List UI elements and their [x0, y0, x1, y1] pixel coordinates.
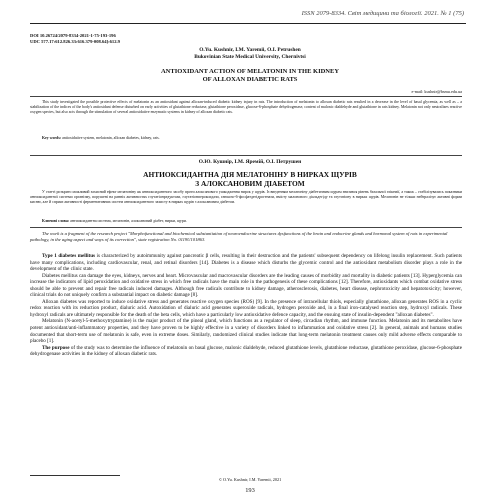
authors-block-en — [0, 47, 500, 61]
abstract-en: This study investigated the possible protective effects of melatonin as an antioxidant against alloxan-induced diabetic kidney injury in rats. The introduction of melatonin to alloxan diabetic rats resulted in a decrease in the level of basal glycemia, as well as – a stabilization of the indices of the body's antioxidant defense disturbed on early activities of glutathione reductase, glutathione peroxidase, glucose-6-phosphate dehydrogenase, content of malonic dialdehyde and glutathione in rats kidney. Melatonin not only neutralizes reactive oxygen species, but also acts through the stimulation of several antioxidative enzymatic systems in kidney of alloxan diabetic rats. — [30, 100, 462, 114]
keywords-ua — [30, 219, 462, 224]
keywords-en — [30, 136, 462, 141]
paragraph-1-text: is characterized by autoimmunity against pancreatic β cells, resulting in their destruction and the patients' subsequent dependency on lifelong insulin replacement. Such patients have many complications, including cardiovascular, renal, and retinal disorders [14]. Diabetes is a disease which disturbs the glycemic control and the antioxidant metabolism disorder plays a role in the development of the clinic state. — [30, 253, 462, 273]
keywords-ua-label: Ключові слова: — [42, 219, 70, 223]
udc-line: UDC 577.17:612.826.33:616.379-008.64]:612.9 — [30, 39, 120, 45]
keywords-en-text: antioxidative system, melatonin, alloxan diabetes, kidney, rats. — [62, 136, 160, 140]
journal-header: ISSN 2079-8334. Світ медицини та біології. 2021. № 1 (75) — [301, 10, 464, 17]
abstract-divider-bottom — [30, 227, 462, 228]
page-number: 193 — [245, 487, 255, 494]
paragraph-1-lead: Type 1 diabetes mellitus — [42, 253, 96, 259]
author-names-en: O.Yu. Kushnir, I.M. Yaremii, O.I. Petrushen — [199, 47, 301, 53]
footer-rule — [30, 475, 120, 476]
author-affiliation-en: Bukovinian State Medical University, Chernivtsi — [194, 54, 306, 61]
doi-line: DOI 10.26724/2079-8334-2021-1-75-193-196 — [30, 33, 116, 38]
paragraph-5-text: of the study was to determine the influence of melatonin on basal glucose, malonic dialdehyde, reduced glutathione levels, glutathione reductase, glutathione peroxidase, glucose-6-phosphate dehydrogenase activities in the kidney of alloxan diabetic rats. — [30, 344, 462, 358]
article-body — [30, 253, 462, 358]
body-paragraph-2: Diabetes mellitus can damage the eyes, kidneys, nerves and heart. Microvascular and macrovascular disorders are the leading causes of morbidity and mortality in diabetic patients [13]. Hyperglycemia can increase the indicators of lipid peroxidation and oxidative stress in which free radicals have the main role in the pathogenesis of these complications [12]. Therefore, antioxidants which combat oxidative stress should be able to prevent and repair free radicals induced damages. Although free radicals contribute to kidney damage, atherosclerosis, diabetes, heart disease, nephrotoxicity and hepatotoxicity; however, clinical trials do not uniquely confirm a substantial impact on diabetic damage [8]. — [30, 272, 462, 299]
copyright-notice: © O.Yu. Kushnir, I.M. Yaremii, 2021 — [218, 477, 282, 482]
title-ua-line-1: АНТИОКСИДАНТНА ДІЯ МЕЛАТОНІНУ В НИРКАХ ЩУРІВ — [143, 170, 357, 179]
author-names-ua: О.Ю. Кушнір, І.М. Яремій, О.І. Петрушен — [198, 159, 302, 165]
title-en-line-1: ANTIOXIDANT ACTION OF MELATONIN IN THE KIDNEY — [160, 68, 340, 75]
keywords-ua-text: антиоксидантна система, мелатонін, алоксановий діабет, нирки, щури. — [70, 219, 187, 223]
article-title-en — [0, 68, 500, 84]
abstract-divider-middle — [30, 155, 462, 156]
article-identifiers — [30, 33, 120, 46]
funding-note: The work is a fragment of the research project "Morphofunctional and biochemical substantiation of neuroendocrine structures dysfunctions of the brain and endocrine glands and hormonal system of rats in experimental pathology, in the aging aspect and ways of its correction", state registration No. 0119U101863. — [30, 231, 448, 243]
abstract-ua: У статті розкрито можливий захисний ефект мелатоніну як антиоксидантного засобу проти алоксанового ушкодження нирок у щурів. Із введенням мелатоніну діабетичним щурам знизився рівень базальної глікемії, а також – стабілізувались показники антиоксидантної системи організму, порушені на ранніх активностях глутатіонредуктази, глутатіонпероксидази, глюкозо-6-фосфатдегідрогенази, вмісту малонового діальдегіду та глутатіону в нирках щурів. Мелатонін не тільки нейтралізує активні форми кисню, але й сприяє активності ферментативних систем антиоксидантного захисту в нирках щурів з алоксановим діабетом. — [30, 190, 462, 204]
paragraph-5-lead: The purpose — [42, 344, 70, 351]
body-paragraph-3: Alloxan diabetes was reported to induce oxidative stress and generates reactive oxygen species (ROS) [9]. In the presence of intracellular thiols, especially glutathione, alloxan generates ROS in a cyclic redox reaction with its reduction product, dialuric acid. Autoxidation of dialuric acid generates superoxide radicals, hydrogen peroxide and, in a final iron-catalysed reaction step, hydroxyl radicals. These hydroxyl radicals are ultimately responsible for the death of the beta cells, which have a particularly low antioxidative defence capacity, and the ensuing state of insulin-dependent "alloxan diabetes". — [30, 298, 462, 318]
title-ua-line-2: З АЛОКСАНОВИМ ДІАБЕТОМ — [195, 178, 305, 188]
body-paragraph-1 — [30, 253, 462, 273]
abstract-divider-top — [30, 96, 462, 97]
body-paragraph-5 — [30, 345, 462, 358]
contact-email: e-mail: kushnir@bsmu.edu.ua — [411, 89, 462, 94]
article-title-ua — [0, 171, 500, 188]
header-rule — [30, 23, 466, 24]
body-paragraph-4: Melatonin (N-acetyl-5-methoxytryptamine) is the major product of the pineal gland, which functions as a regulator of sleep, circadian rhythm, and immune function. Melatonin and its metabolites have potent antioxidant/anti-inflammatory properties, and they have proven to be highly effective in a variety of disorders linked to inflammation and oxidative stress [2]. In general, animals and humans studies documented that short-term use of melatonin is safe, even in extreme doses. Similarly, randomized clinical studies indicate that long-term melatonin treatment causes only mild adverse effects comparable to placebo [1]. — [30, 318, 462, 345]
title-en-line-2: OF ALLOXAN DIABETIC RATS — [202, 75, 298, 83]
keywords-en-label: Key words: — [42, 136, 62, 140]
